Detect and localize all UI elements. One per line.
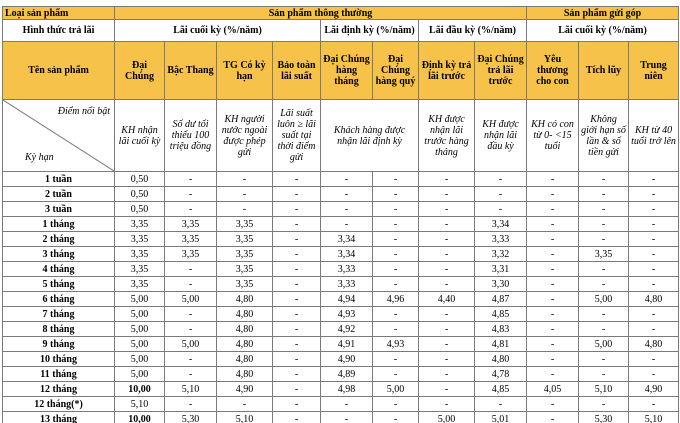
rate-cell: - — [629, 367, 679, 382]
table-row — [3, 202, 679, 217]
rate-cell: - — [475, 187, 527, 202]
table-row — [3, 412, 679, 423]
term-cell: 1 tháng — [3, 217, 115, 232]
rate-cell: - — [527, 337, 579, 352]
rate-cell: 3,35 — [165, 247, 217, 262]
rate-cell: 4,80 — [217, 367, 273, 382]
rate-cell: 3,34 — [321, 247, 373, 262]
rate-cell: 5,30 — [165, 412, 217, 423]
product-dinh-ky-tra-truoc: Định kỳ trả lãi trước — [419, 42, 475, 100]
rate-cell: - — [321, 217, 373, 232]
highlight-tich-luy: Không giới hạn số lần & số tiền gửi — [579, 100, 629, 172]
rate-cell: 4,85 — [475, 307, 527, 322]
payment-form-label: Hình thức trả lãi — [3, 20, 115, 42]
rate-cell: 4,96 — [373, 292, 419, 307]
rate-cell: 4,80 — [629, 292, 679, 307]
rate-cell: - — [273, 337, 321, 352]
rate-cell: 4,80 — [475, 352, 527, 367]
rate-cell: - — [419, 322, 475, 337]
term-cell: 10 tháng — [3, 352, 115, 367]
rate-cell: - — [527, 307, 579, 322]
rate-cell: 5,10 — [165, 382, 217, 397]
rate-cell: 5,00 — [165, 337, 217, 352]
rate-cell: - — [273, 322, 321, 337]
rate-cell: 5,10 — [579, 382, 629, 397]
rate-cell: - — [373, 247, 419, 262]
rate-cell: - — [527, 322, 579, 337]
savings-end-interest-header: Lãi cuối kỳ (%/năm) — [527, 20, 679, 42]
rate-cell: - — [419, 217, 475, 232]
rate-cell: 3,32 — [475, 247, 527, 262]
highlight-yeu-thuong: KH có con từ 0- <15 tuổi — [527, 100, 579, 172]
product-dai-chung: Đại Chúng — [115, 42, 165, 100]
rate-cell: 4,93 — [321, 307, 373, 322]
rate-cell: 5,00 — [115, 307, 165, 322]
rate-cell: - — [165, 307, 217, 322]
product-dai-chung-tra-truoc: Đại Chúng trả lãi trước — [475, 42, 527, 100]
rate-cell: - — [373, 262, 419, 277]
table-row — [3, 262, 679, 277]
rate-cell: - — [165, 172, 217, 187]
rate-cell: - — [579, 232, 629, 247]
rate-cell: - — [217, 202, 273, 217]
rate-cell: 3,34 — [321, 232, 373, 247]
savings-products-header: Sản phẩm gửi góp — [527, 7, 679, 20]
term-cell: 8 tháng — [3, 322, 115, 337]
rate-cell: 4,80 — [217, 322, 273, 337]
rate-cell: - — [475, 172, 527, 187]
term-label: Kỳ hạn — [25, 152, 54, 163]
rate-cell: - — [373, 352, 419, 367]
diagonal-header-cell — [3, 100, 115, 172]
rate-cell: - — [419, 247, 475, 262]
rate-cell: 4,80 — [217, 337, 273, 352]
rate-cell: 4,80 — [217, 352, 273, 367]
header-row-product-type — [3, 7, 679, 20]
highlight-dai-chung: KH nhận lãi cuối kỳ — [115, 100, 165, 172]
term-cell: 4 tháng — [3, 262, 115, 277]
table-row — [3, 337, 679, 352]
rate-cell: - — [273, 187, 321, 202]
rate-cell: - — [419, 187, 475, 202]
rate-cell: - — [419, 337, 475, 352]
rate-cell: - — [579, 202, 629, 217]
rate-cell: 5,00 — [115, 322, 165, 337]
table-row — [3, 352, 679, 367]
rate-cell: 4,80 — [217, 307, 273, 322]
rate-cell: - — [579, 397, 629, 412]
rate-cell: 3,35 — [115, 247, 165, 262]
product-bac-thang: Bậc Thang — [165, 42, 217, 100]
rate-cell: - — [373, 232, 419, 247]
rate-cell: 3,35 — [115, 277, 165, 292]
rate-cell: 3,35 — [115, 232, 165, 247]
rate-cell: 3,33 — [321, 262, 373, 277]
rate-cell: - — [579, 217, 629, 232]
rate-cell: - — [165, 202, 217, 217]
rate-cell: - — [273, 367, 321, 382]
rate-cell: - — [273, 262, 321, 277]
rate-cell: 4,87 — [475, 292, 527, 307]
rate-cell: 4,90 — [321, 352, 373, 367]
table-row — [3, 367, 679, 382]
rate-cell: - — [527, 187, 579, 202]
rate-cell: - — [629, 307, 679, 322]
rate-cell: 3,35 — [115, 262, 165, 277]
rate-cell: 3,35 — [579, 247, 629, 262]
rate-cell: - — [373, 202, 419, 217]
rate-cell: 4,89 — [321, 367, 373, 382]
rate-cell: - — [629, 187, 679, 202]
rate-cell: 5,00 — [419, 412, 475, 423]
rate-cell: - — [629, 397, 679, 412]
rate-cell: - — [373, 277, 419, 292]
rate-cell: 4,83 — [475, 322, 527, 337]
rate-cell: - — [629, 322, 679, 337]
rate-cell: - — [273, 217, 321, 232]
product-type-label: Loại sản phẩm — [3, 7, 115, 20]
rate-cell: - — [273, 172, 321, 187]
rate-cell: - — [373, 217, 419, 232]
rate-cell: 10,00 — [115, 412, 165, 423]
rate-cell: - — [579, 367, 629, 382]
term-cell: 11 tháng — [3, 367, 115, 382]
rate-cell: 5,00 — [579, 337, 629, 352]
rate-cell: 3,35 — [165, 217, 217, 232]
rate-cell: - — [579, 307, 629, 322]
table-row — [3, 292, 679, 307]
rate-cell: 5,00 — [115, 292, 165, 307]
table-row — [3, 172, 679, 187]
rate-cell: - — [373, 172, 419, 187]
rate-cell: 3,35 — [217, 277, 273, 292]
rate-cell: 4,94 — [321, 292, 373, 307]
rate-cell: - — [579, 172, 629, 187]
rate-cell: - — [579, 262, 629, 277]
product-name-label: Tên sản phẩm — [3, 42, 115, 100]
rate-cell: 5,00 — [373, 382, 419, 397]
rate-cell: 5,00 — [579, 292, 629, 307]
rate-cell: - — [273, 307, 321, 322]
rate-cell: - — [273, 277, 321, 292]
rate-cell: 4,90 — [629, 382, 679, 397]
rate-cell: - — [273, 202, 321, 217]
normal-products-header: Sản phẩm thông thường — [115, 7, 527, 20]
rate-cell: 4,80 — [217, 292, 273, 307]
product-dai-chung-hang-quy: Đại Chúng hàng quý — [373, 42, 419, 100]
rate-cell: 5,00 — [115, 367, 165, 382]
table-row — [3, 187, 679, 202]
highlight-label: Điểm nổi bật — [57, 106, 110, 117]
rate-cell: - — [165, 187, 217, 202]
header-row-product-names — [3, 42, 679, 100]
rate-cell: - — [321, 187, 373, 202]
rate-cell: - — [629, 262, 679, 277]
highlight-trung-nien: KH từ 40 tuổi trở lên — [629, 100, 679, 172]
rate-cell: 3,35 — [115, 217, 165, 232]
table-row — [3, 277, 679, 292]
term-cell: 9 tháng — [3, 337, 115, 352]
rate-cell: - — [527, 217, 579, 232]
table-row — [3, 397, 679, 412]
highlight-periodic: Khách hàng được nhận lãi định kỳ — [321, 100, 419, 172]
rate-cell: - — [419, 367, 475, 382]
product-bao-toan: Bảo toàn lãi suất — [273, 42, 321, 100]
table-row — [3, 217, 679, 232]
product-tg-co-ky-han: TG Có kỳ hạn — [217, 42, 273, 100]
rate-cell: - — [629, 202, 679, 217]
highlight-bac-thang: Số dư tối thiểu 100 triệu đồng — [165, 100, 217, 172]
rate-cell: 4,92 — [321, 322, 373, 337]
rate-cell: - — [273, 412, 321, 423]
rate-cell: 0,50 — [115, 187, 165, 202]
term-cell: 3 tháng — [3, 247, 115, 262]
rate-cell: - — [373, 397, 419, 412]
rate-cell: 5,01 — [475, 412, 527, 423]
rate-cell: - — [475, 202, 527, 217]
rate-cell: - — [165, 277, 217, 292]
rate-cell: - — [629, 172, 679, 187]
highlight-dai-chung-tra-truoc: KH được nhận lãi đầu kỳ — [475, 100, 527, 172]
product-trung-nien: Trung niên — [629, 42, 679, 100]
rate-cell: - — [629, 247, 679, 262]
rate-cell: - — [527, 397, 579, 412]
rate-cell: - — [629, 217, 679, 232]
rate-cell: 5,00 — [115, 352, 165, 367]
rate-cell: 4,98 — [321, 382, 373, 397]
rate-cell: - — [527, 202, 579, 217]
rate-cell: - — [629, 277, 679, 292]
upfront-interest-header: Lãi đầu kỳ (%/năm) — [419, 20, 527, 42]
rate-cell: - — [165, 322, 217, 337]
rate-cell: - — [217, 187, 273, 202]
rate-cell: - — [419, 352, 475, 367]
rate-cell: 4,05 — [527, 382, 579, 397]
rate-cell: 4,90 — [217, 382, 273, 397]
end-interest-header: Lãi cuối kỳ (%/năm) — [115, 20, 321, 42]
table-row — [3, 307, 679, 322]
rate-cell: 3,35 — [217, 232, 273, 247]
rate-cell: - — [579, 322, 629, 337]
rate-cell: - — [217, 397, 273, 412]
term-cell: 3 tuần — [3, 202, 115, 217]
product-yeu-thuong: Yêu thương cho con — [527, 42, 579, 100]
rate-cell: - — [419, 277, 475, 292]
rate-cell: - — [273, 292, 321, 307]
rate-cell: 5,10 — [217, 412, 273, 423]
rate-cell: 10,00 — [115, 382, 165, 397]
rate-cell: - — [527, 352, 579, 367]
rate-cell: - — [579, 187, 629, 202]
highlight-tg-co-ky-han: KH người nước ngoài được phép gửi — [217, 100, 273, 172]
rate-cell: - — [629, 352, 679, 367]
highlight-dinh-ky-tra-truoc: KH được nhận lãi trước hàng tháng — [419, 100, 475, 172]
term-cell: 6 tháng — [3, 292, 115, 307]
rate-cell: 4,85 — [475, 382, 527, 397]
table-row — [3, 247, 679, 262]
rate-cell: - — [321, 412, 373, 423]
rate-cell: - — [579, 277, 629, 292]
rate-cell: - — [321, 202, 373, 217]
rate-cell: 4,80 — [629, 337, 679, 352]
rate-cell: - — [419, 307, 475, 322]
table-row — [3, 232, 679, 247]
rate-cell: 4,40 — [419, 292, 475, 307]
rate-cell: - — [475, 397, 527, 412]
rate-cell: 4,81 — [475, 337, 527, 352]
term-cell: 13 tháng — [3, 412, 115, 423]
rate-cell: 4,91 — [321, 337, 373, 352]
term-cell: 12 tháng(*) — [3, 397, 115, 412]
rate-cell: 3,30 — [475, 277, 527, 292]
rate-cell: 5,10 — [115, 397, 165, 412]
rate-cell: 5,30 — [579, 412, 629, 423]
rate-cell: - — [419, 172, 475, 187]
table-row — [3, 382, 679, 397]
rate-cell: - — [373, 367, 419, 382]
rate-cell: - — [527, 247, 579, 262]
rate-cell: 3,35 — [217, 217, 273, 232]
term-cell: 2 tháng — [3, 232, 115, 247]
table-row — [3, 322, 679, 337]
rate-cell: - — [165, 262, 217, 277]
rate-cell: - — [373, 322, 419, 337]
rate-cell: 3,31 — [475, 262, 527, 277]
rate-cell: - — [273, 382, 321, 397]
rate-cell: - — [629, 232, 679, 247]
rate-cell: 5,10 — [629, 412, 679, 423]
rate-cell: 3,33 — [475, 232, 527, 247]
rate-cell: - — [165, 397, 217, 412]
rate-cell: - — [419, 232, 475, 247]
rate-cell: 5,00 — [165, 292, 217, 307]
rate-cell: - — [321, 172, 373, 187]
rate-cell: - — [373, 307, 419, 322]
highlight-bao-toan: Lãi suất luôn ≥ lãi suất tại thời điểm gửi — [273, 100, 321, 172]
rate-cell: 5,00 — [115, 337, 165, 352]
product-dai-chung-hang-thang: Đại Chúng hàng tháng — [321, 42, 373, 100]
rate-cell: - — [373, 187, 419, 202]
rate-cell: - — [273, 232, 321, 247]
rate-cell: - — [419, 262, 475, 277]
rate-cell: - — [273, 352, 321, 367]
rate-cell: - — [321, 397, 373, 412]
product-tich-luy: Tích lũy — [579, 42, 629, 100]
rate-cell: - — [527, 172, 579, 187]
rate-cell: - — [273, 247, 321, 262]
rate-cell: - — [419, 382, 475, 397]
rate-cell: - — [217, 172, 273, 187]
interest-rate-table — [2, 6, 679, 423]
rate-cell: - — [527, 412, 579, 423]
rate-cell: - — [527, 232, 579, 247]
term-cell: 7 tháng — [3, 307, 115, 322]
term-cell: 5 tháng — [3, 277, 115, 292]
rate-cell: - — [527, 367, 579, 382]
rate-cell: - — [273, 397, 321, 412]
header-row-highlights — [3, 100, 679, 172]
rate-cell: - — [527, 292, 579, 307]
rate-cell: 0,50 — [115, 202, 165, 217]
rate-cell: 4,78 — [475, 367, 527, 382]
rate-cell: - — [373, 412, 419, 423]
rate-cell: - — [527, 262, 579, 277]
rate-cell: 3,35 — [217, 262, 273, 277]
rate-cell: - — [419, 202, 475, 217]
term-cell: 2 tuần — [3, 187, 115, 202]
rate-cell: - — [165, 352, 217, 367]
periodic-interest-header: Lãi định kỳ (%/năm) — [321, 20, 419, 42]
rate-cell: 3,35 — [165, 232, 217, 247]
rate-cell: - — [419, 397, 475, 412]
term-cell: 1 tuần — [3, 172, 115, 187]
rate-cell: - — [165, 367, 217, 382]
rate-cell: 3,33 — [321, 277, 373, 292]
header-row-payment-form — [3, 20, 679, 42]
rate-cell: 0,50 — [115, 172, 165, 187]
rate-cell: 3,34 — [475, 217, 527, 232]
rate-cell: - — [527, 277, 579, 292]
term-cell: 12 tháng — [3, 382, 115, 397]
rate-cell: 3,35 — [217, 247, 273, 262]
rate-cell: 4,93 — [373, 337, 419, 352]
rate-cell: - — [579, 352, 629, 367]
